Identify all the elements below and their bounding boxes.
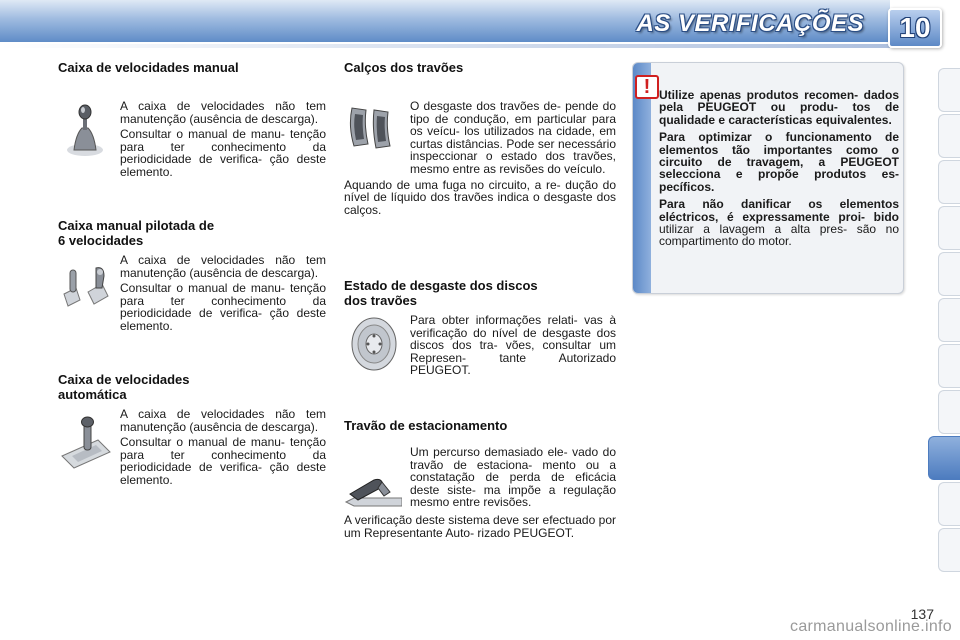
chapter-tab[interactable] [938, 114, 960, 158]
chapter-tab[interactable] [938, 252, 960, 296]
chapter-tab[interactable] [938, 344, 960, 388]
chapter-tab[interactable] [938, 206, 960, 250]
paragraph: O desgaste dos travões de- pende do tipo de condução, em particular para os veícu- los utilizados na cidade, em curtas distâncias. Pode ser necessário inspeccionar o estado dos travões, mesmo entre as revisões do veículo. [410, 99, 616, 176]
paragraph: A caixa de velocidades não tem manutenção (ausência de descarga). [120, 99, 326, 126]
section-title-line: automática [58, 387, 127, 402]
section-title-line: Caixa manual pilotada de [58, 218, 215, 233]
section-automatic-gearbox [58, 372, 326, 487]
section-manual-gearbox [58, 60, 326, 179]
section-brake-discs [344, 278, 616, 378]
warning-paragraph [659, 198, 899, 248]
section-title-line: Caixa de velocidades [58, 372, 190, 387]
warning-paragraph: Utilize apenas produtos recomen- dados pela PEUGEOT ou produ- tos de qualidade e características equivalentes. [659, 88, 899, 127]
section-title: Travão de estacionamento [344, 418, 508, 433]
warning-icon: ! [635, 75, 659, 99]
warning-text-emphasis: proi- bido [838, 209, 899, 224]
paragraph: Aquando de uma fuga no circuito, a re- dução do nível de líquido dos travões indica o desgaste dos calços. [344, 177, 616, 217]
chapter-tab[interactable] [938, 160, 960, 204]
watermark: carmanualsonline.info [790, 618, 952, 635]
chapter-number: 10 [899, 12, 931, 43]
warning-paragraph: Para optimizar o funcionamento de elementos tão importantes como o circuito de travagem, a PEUGEOT selecciona e propõe produtos es- pecíficos. [659, 130, 899, 194]
paragraph: A caixa de velocidades não tem manutenção (ausência de descarga). [120, 407, 326, 434]
section-brake-pads [344, 60, 616, 217]
warning-text-part: utilizar a lavagem a alta pres- são no compartimento do motor. [659, 222, 899, 249]
chapter-tab[interactable] [938, 298, 960, 342]
chapter-title: AS VERIFICAÇÕES [636, 10, 864, 37]
paragraph: Um percurso demasiado ele- vado do travão de estaciona- mento ou a constatação de perda de eficácia deste siste- ma impõe a regulação mesmo entre revisões. [410, 445, 616, 510]
paragraph: Para obter informações relati- vas à verificação do nível de desgaste dos discos dos tra- vões, consultar um Represen- tante Autorizado PEUGEOT. [410, 313, 616, 378]
paragraph: Consultar o manual de manu- tenção para ter conhecimento da periodicidade de verifica- ção deste elemento. [120, 435, 326, 487]
paragraph: Consultar o manual de manu- tenção para ter conhecimento da periodicidade de verifica- ção deste elemento. [120, 127, 326, 179]
warning-box [632, 62, 904, 294]
section-parking-brake [344, 418, 616, 540]
chapter-tab[interactable] [938, 390, 960, 434]
chapter-tab[interactable] [938, 68, 960, 112]
chapter-tab-active[interactable] [928, 436, 960, 480]
chapter-tab[interactable] [938, 482, 960, 526]
section-title-line: Estado de desgaste dos discos [344, 278, 538, 293]
chapter-tab[interactable] [938, 528, 960, 572]
section-piloted-gearbox [58, 218, 326, 333]
section-title-line: dos travões [344, 293, 417, 308]
warning-text [659, 89, 899, 248]
section-title: Calços dos travões [344, 60, 464, 75]
page-number: 137 [910, 606, 934, 622]
paragraph: A caixa de velocidades não tem manutenção (ausência de descarga). [120, 253, 326, 280]
paragraph: A verificação deste sistema deve ser efectuado por um Representante Auto- rizado PEUGEOT. [344, 512, 616, 540]
paragraph: Consultar o manual de manu- tenção para ter conhecimento da periodicidade de verifica- ção deste elemento. [120, 281, 326, 333]
chapter-header [0, 0, 960, 54]
chapter-tabs [934, 68, 960, 576]
section-title-line: 6 velocidades [58, 233, 144, 248]
chapter-badge [888, 8, 942, 48]
warning-text-part: Para não danificar os elementos eléctricos, é expressamente [659, 197, 899, 224]
section-title: Caixa de velocidades manual [58, 60, 239, 75]
